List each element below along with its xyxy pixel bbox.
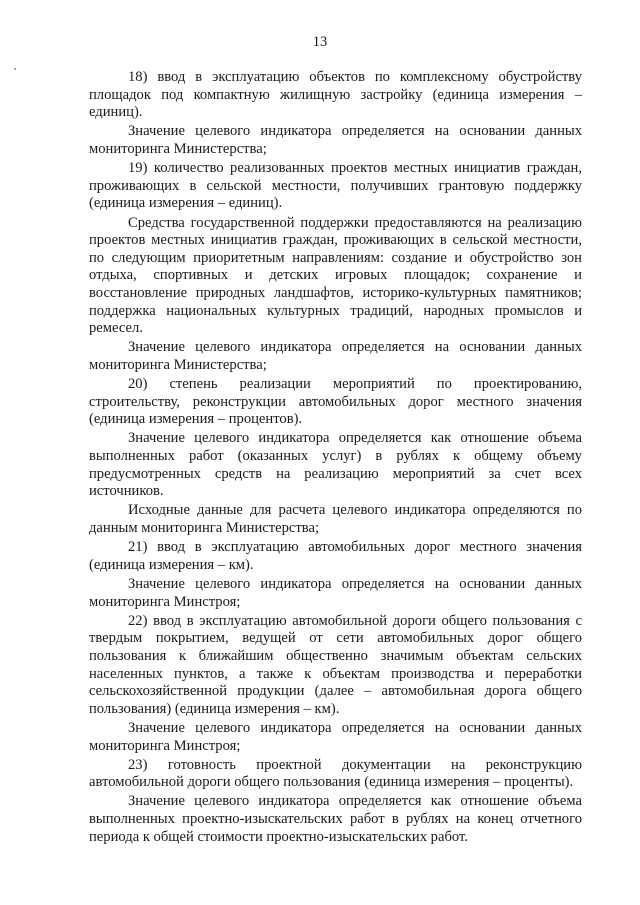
paragraph-item-19: 19) количество реализованных проектов местных инициатив граждан, проживающих в сельской местности, получивших грантовую поддержку (единица измерения – единиц). — [89, 160, 582, 212]
paragraph-indicator-ratio: Значение целевого индикатора определяется как отношение объема выполненных проектно-изыскательских работ в рублях на конец отчетного периода к общей стоимости проектно-изыскательских работ. — [89, 793, 582, 845]
paragraph-indicator-note: Значение целевого индикатора определяется на основании данных мониторинга Минстроя; — [89, 575, 582, 610]
paragraph-indicator-note: Значение целевого индикатора определяется на основании данных мониторинга Министерства; — [89, 339, 582, 373]
scan-artifact-dot — [14, 68, 16, 70]
paragraph-item-23: 23) готовность проектной документации на реконструкцию автомобильной дороги общего пользования (единица измерения – проценты). — [89, 756, 582, 791]
document-body — [89, 69, 582, 848]
paragraph-support-directions: Средства государственной поддержки предоставляются на реализацию проектов местных инициатив граждан, проживающих в сельской местности, по следующим приоритетным направлениям: создание и обустройство зон отдыха, спортивных и детских игровых площадок; сохранение и восстановление природных ландшафтов, историко-культурных памятников; поддержка национальных культурных традиций, народных промыслов и ремесел. — [89, 214, 582, 337]
paragraph-indicator-ratio: Значение целевого индикатора определяется как отношение объема выполненных работ (оказанных услуг) в рублях к общему объему предусмотренных средств на реализацию мероприятий за счет всех источников. — [89, 430, 582, 500]
paragraph-indicator-note: Значение целевого индикатора определяется на основании данных мониторинга Минстроя; — [89, 719, 582, 754]
paragraph-item-18: 18) ввод в эксплуатацию объектов по комплексному обустройству площадок под компактную жилищную застройку (единица измерения – единиц). — [89, 69, 582, 121]
paragraph-item-20: 20) степень реализации мероприятий по проектированию, строительству, реконструкции автомобильных дорог местного значения (единица измерения – процентов). — [89, 376, 582, 428]
paragraph-item-21: 21) ввод в эксплуатацию автомобильных дорог местного значения (единица измерения – км). — [89, 539, 582, 573]
paragraph-indicator-note: Значение целевого индикатора определяется на основании данных мониторинга Министерства; — [89, 123, 582, 157]
paragraph-item-22: 22) ввод в эксплуатацию автомобильной дороги общего пользования с твердым покрытием, ведущей от сети автомобильных дорог общего пользования к ближайшим общественно значимым объектам сельских населенных пунктов, а также к объектам производства и переработки сельскохозяйственной продукции (далее – автомобильная дорога общего пользования) (единица измерения – км). — [89, 612, 582, 717]
paragraph-source-data: Исходные данные для расчета целевого индикатора определяются по данным мониторинга Министерства; — [89, 502, 582, 536]
page-number: 13 — [312, 34, 328, 50]
